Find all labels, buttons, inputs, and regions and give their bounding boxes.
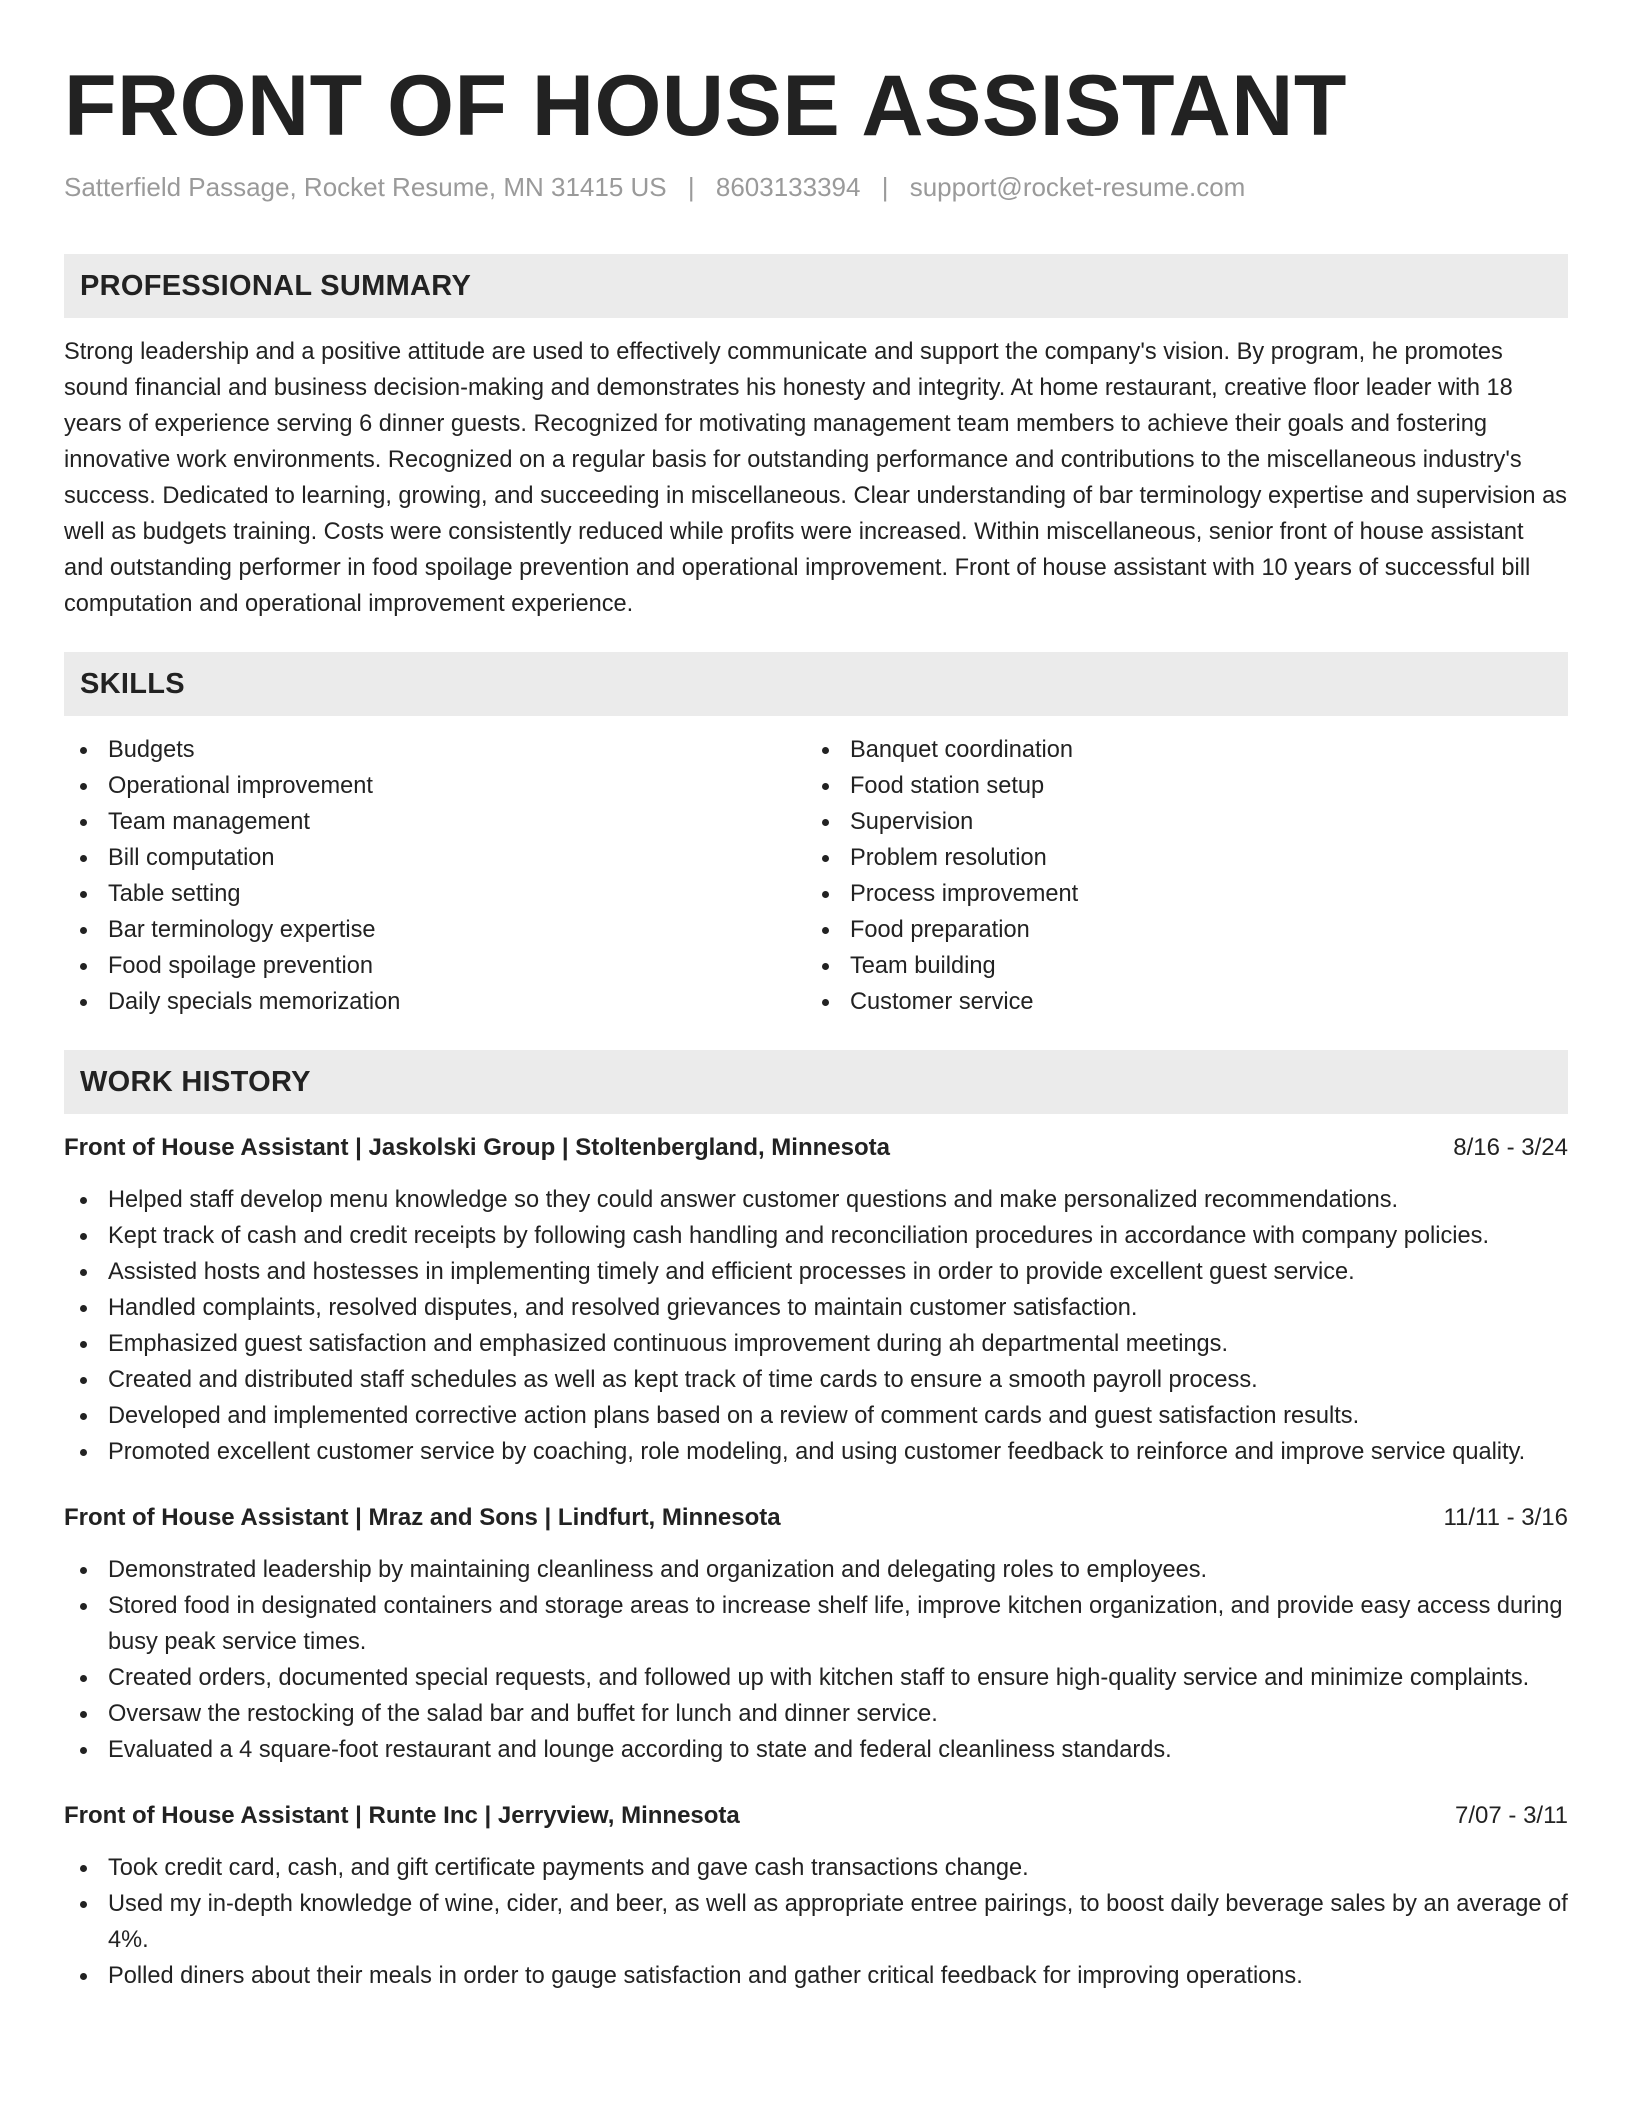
- job-bullet: Took credit card, cash, and gift certificate payments and gave cash transactions change.: [64, 1850, 1568, 1886]
- skill-item: Bar terminology expertise: [64, 912, 806, 948]
- job-title: Front of House Assistant | Mraz and Sons | Lindfurt, Minnesota: [64, 1504, 781, 1531]
- skill-item: Table setting: [64, 876, 806, 912]
- job-bullets: [64, 1552, 1568, 1768]
- job-bullet: Developed and implemented corrective action plans based on a review of comment cards and guest satisfaction results.: [64, 1398, 1568, 1434]
- skills-column-left: [64, 732, 806, 1020]
- job-bullet: Assisted hosts and hostesses in implementing timely and efficient processes in order to provide excellent guest service.: [64, 1254, 1568, 1290]
- job-bullet: Created and distributed staff schedules as well as kept track of time cards to ensure a smooth payroll process.: [64, 1362, 1568, 1398]
- job-entry: [64, 1500, 1568, 1768]
- skill-item: Budgets: [64, 732, 806, 768]
- job-header: [64, 1130, 1568, 1166]
- contact-line: [64, 170, 1568, 204]
- skill-item: Problem resolution: [806, 840, 1548, 876]
- skill-item: Supervision: [806, 804, 1548, 840]
- contact-separator: |: [881, 172, 889, 202]
- job-bullet: Oversaw the restocking of the salad bar and buffet for lunch and dinner service.: [64, 1696, 1568, 1732]
- job-dates: 11/11 - 3/16: [1443, 1504, 1568, 1531]
- job-dates: 7/07 - 3/11: [1455, 1802, 1568, 1829]
- skills-list: [64, 732, 1568, 1020]
- job-bullets: [64, 1850, 1568, 1994]
- skills-heading: SKILLS: [64, 652, 1568, 716]
- job-bullet: Promoted excellent customer service by coaching, role modeling, and using customer feedback to reinforce and improve service quality.: [64, 1434, 1568, 1470]
- skill-item: Bill computation: [64, 840, 806, 876]
- job-bullet: Evaluated a 4 square-foot restaurant and lounge according to state and federal cleanliness standards.: [64, 1732, 1568, 1768]
- contact-email: support@rocket-resume.com: [909, 172, 1246, 202]
- skill-item: Operational improvement: [64, 768, 806, 804]
- job-bullet: Created orders, documented special requests, and followed up with kitchen staff to ensure high-quality service and minimize complaints.: [64, 1660, 1568, 1696]
- skill-item: Daily specials memorization: [64, 984, 806, 1020]
- job-entry: [64, 1130, 1568, 1470]
- contact-phone: 8603133394: [715, 172, 861, 202]
- job-bullet: Polled diners about their meals in order to gauge satisfaction and gather critical feedback for improving operations.: [64, 1958, 1568, 1994]
- job-bullet: Kept track of cash and credit receipts by following cash handling and reconciliation procedures in accordance with company policies.: [64, 1218, 1568, 1254]
- job-bullet: Helped staff develop menu knowledge so they could answer customer questions and make personalized recommendations.: [64, 1182, 1568, 1218]
- summary-heading: PROFESSIONAL SUMMARY: [64, 254, 1568, 318]
- job-dates: 8/16 - 3/24: [1453, 1134, 1568, 1161]
- job-bullet: Used my in-depth knowledge of wine, cider, and beer, as well as appropriate entree pairings, to boost daily beverage sales by an average of 4%.: [64, 1886, 1568, 1958]
- skill-item: Food spoilage prevention: [64, 948, 806, 984]
- resume-name: FRONT OF HOUSE ASSISTANT: [64, 58, 1347, 154]
- contact-address: Satterfield Passage, Rocket Resume, MN 31415 US: [64, 172, 667, 202]
- job-bullets: [64, 1182, 1568, 1470]
- summary-text: Strong leadership and a positive attitude are used to effectively communicate and support the company's vision. By program, he promotes sound financial and business decision-making and demonstrates his honesty and integrity. At home restaurant, creative floor leader with 18 years of experience serving 6 dinner guests. Recognized for motivating management team members to achieve their goals and fostering innovative work environments. Recognized on a regular basis for outstanding performance and contributions to the miscellaneous industry's success. Dedicated to learning, growing, and succeeding in miscellaneous. Clear understanding of bar terminology expertise and supervision as well as budgets training. Costs were consistently reduced while profits were increased. Within miscellaneous, senior front of house assistant and outstanding performer in food spoilage prevention and operational improvement. Front of house assistant with 10 years of successful bill computation and operational improvement experience.: [64, 339, 1567, 617]
- job-bullet: Emphasized guest satisfaction and emphasized continuous improvement during ah departmental meetings.: [64, 1326, 1568, 1362]
- skill-item: Food preparation: [806, 912, 1548, 948]
- skill-item: Process improvement: [806, 876, 1548, 912]
- job-title: Front of House Assistant | Runte Inc | Jerryview, Minnesota: [64, 1802, 740, 1829]
- skill-item: Banquet coordination: [806, 732, 1548, 768]
- job-title: Front of House Assistant | Jaskolski Group | Stoltenbergland, Minnesota: [64, 1134, 890, 1161]
- job-header: [64, 1798, 1568, 1834]
- job-bullet: Stored food in designated containers and storage areas to increase shelf life, improve kitchen organization, and provide easy access during busy peak service times.: [64, 1588, 1568, 1660]
- work-history-heading: WORK HISTORY: [64, 1050, 1568, 1114]
- contact-separator: |: [687, 172, 695, 202]
- job-bullet: Demonstrated leadership by maintaining cleanliness and organization and delegating roles to employees.: [64, 1552, 1568, 1588]
- skill-item: Team building: [806, 948, 1548, 984]
- job-bullet: Handled complaints, resolved disputes, and resolved grievances to maintain customer satisfaction.: [64, 1290, 1568, 1326]
- skills-column-right: [806, 732, 1548, 1020]
- skill-item: Team management: [64, 804, 806, 840]
- job-entry: [64, 1798, 1568, 1994]
- skill-item: Customer service: [806, 984, 1548, 1020]
- skill-item: Food station setup: [806, 768, 1548, 804]
- job-header: [64, 1500, 1568, 1536]
